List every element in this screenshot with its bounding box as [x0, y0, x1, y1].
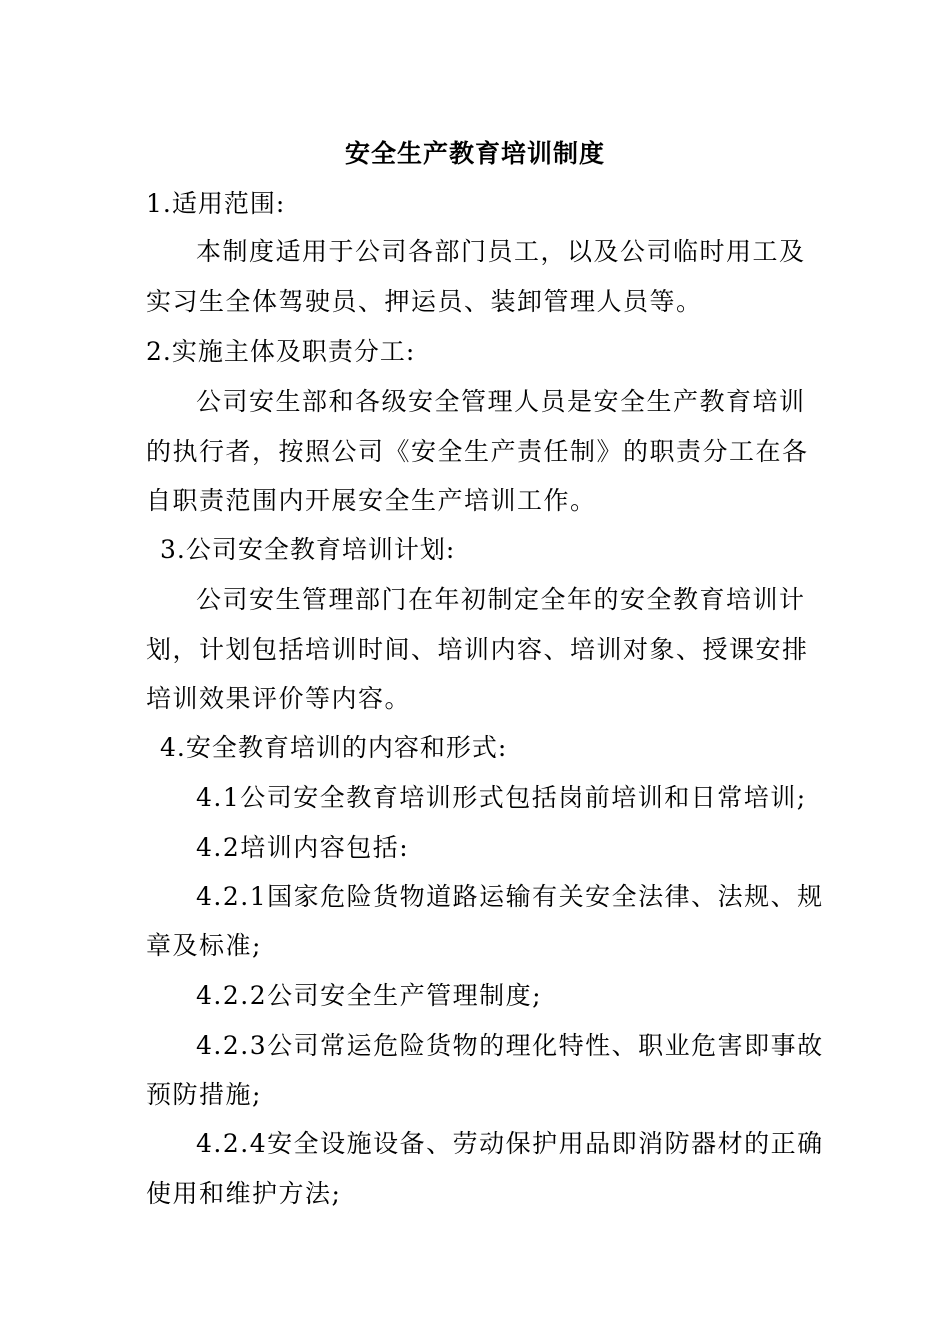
paragraph-line: 4.2.3公司常运危险货物的理化特性、职业危害即事故 [196, 1031, 824, 1060]
paragraph-line: 公司安生管理部门在年初制定全年的安全教育培训计 [196, 585, 806, 614]
paragraph-line: 的执行者，按照公司《安全生产责任制》的职责分工在各 [146, 437, 809, 466]
section-heading-plan: 3.公司安全教育培训计划: [160, 535, 456, 564]
paragraph-line: 自职责范围内开展安全生产培训工作。 [146, 486, 597, 515]
paragraph-line: 4.1公司安全教育培训形式包括岗前培训和日常培训; [196, 783, 807, 812]
paragraph-line: 公司安生部和各级安全管理人员是安全生产教育培训 [196, 387, 806, 416]
paragraph-line: 划，计划包括培训时间、培训内容、培训对象、授课安排 [146, 635, 809, 664]
section-heading-scope: 1.适用范围: [146, 189, 286, 218]
paragraph-line: 使用和维护方法; [146, 1179, 342, 1208]
paragraph-line: 培训效果评价等内容。 [146, 684, 412, 713]
paragraph-line: 预防措施; [146, 1080, 262, 1109]
paragraph-line: 4.2.1国家危险货物道路运输有关安全法律、法规、规 [196, 882, 824, 911]
section-heading-content: 4.安全教育培训的内容和形式: [160, 733, 508, 762]
paragraph-line: 章及标准; [146, 931, 262, 960]
paragraph-line: 4.2.2公司安全生产管理制度; [196, 981, 543, 1010]
section-heading-responsibility: 2.实施主体及职责分工: [146, 337, 416, 366]
document-title: 安全生产教育培训制度 [344, 139, 605, 168]
paragraph-line: 本制度适用于公司各部门员工，以及公司临时用工及 [196, 237, 806, 266]
paragraph-line: 实习生全体驾驶员、押运员、装卸管理人员等。 [146, 287, 703, 316]
paragraph-line: 4.2培训内容包括: [196, 833, 410, 862]
paragraph-line: 4.2.4安全设施设备、劳动保护用品即消防器材的正确 [196, 1129, 824, 1158]
